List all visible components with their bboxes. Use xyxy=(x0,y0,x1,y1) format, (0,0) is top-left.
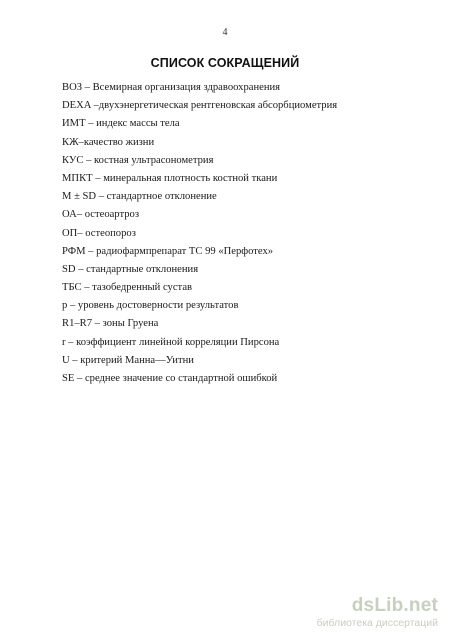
watermark-caption: библиотека диссертаций xyxy=(316,617,438,629)
abbreviation-item: КУС – костная ультрасонометрия xyxy=(62,154,214,166)
abbreviation-item: DEXA –двухэнергетическая рентгеновская абсорбциометрия xyxy=(62,100,338,112)
abbreviation-item: ОА– остеоартроз xyxy=(62,209,140,221)
abbreviation-list xyxy=(62,79,392,388)
abbreviation-item: ВОЗ – Всемирная организация здравоохранения xyxy=(62,82,281,93)
abbreviation-item: SE – среднее значение со стандартной ошибкой xyxy=(62,373,278,384)
abbreviation-item: M ± SD – стандартное отклонение xyxy=(62,191,217,203)
abbreviation-item: SD – стандартные отклонения xyxy=(62,263,199,275)
page-number: 4 xyxy=(222,27,228,38)
abbreviation-item: РФМ – радиофармпрепарат ТС 99 «Перфотех» xyxy=(62,245,274,257)
watermark xyxy=(317,596,438,629)
page-title: СПИСОК СОКРАЩЕНИЙ xyxy=(150,56,300,70)
abbreviation-item: МПКТ – минеральная плотность костной ткани xyxy=(62,172,278,184)
watermark-logo: dsLib.net xyxy=(351,595,438,616)
abbreviation-item: r – коэффициент линейной корреляции Пирсона xyxy=(62,336,280,348)
abbreviation-item: ОП– остеопороз xyxy=(62,227,136,239)
abbreviation-item: U – критерий Манна—Уитни xyxy=(62,354,194,366)
abbreviation-item: ТБС – тазобедренный сустав xyxy=(62,282,193,294)
abbreviation-item: R1–R7 – зоны Груена xyxy=(62,318,159,330)
abbreviation-item: ИМТ – индекс массы тела xyxy=(62,118,180,130)
abbreviation-item: р – уровень достоверности результатов xyxy=(62,300,239,312)
abbreviation-item: КЖ–качество жизни xyxy=(62,136,155,148)
